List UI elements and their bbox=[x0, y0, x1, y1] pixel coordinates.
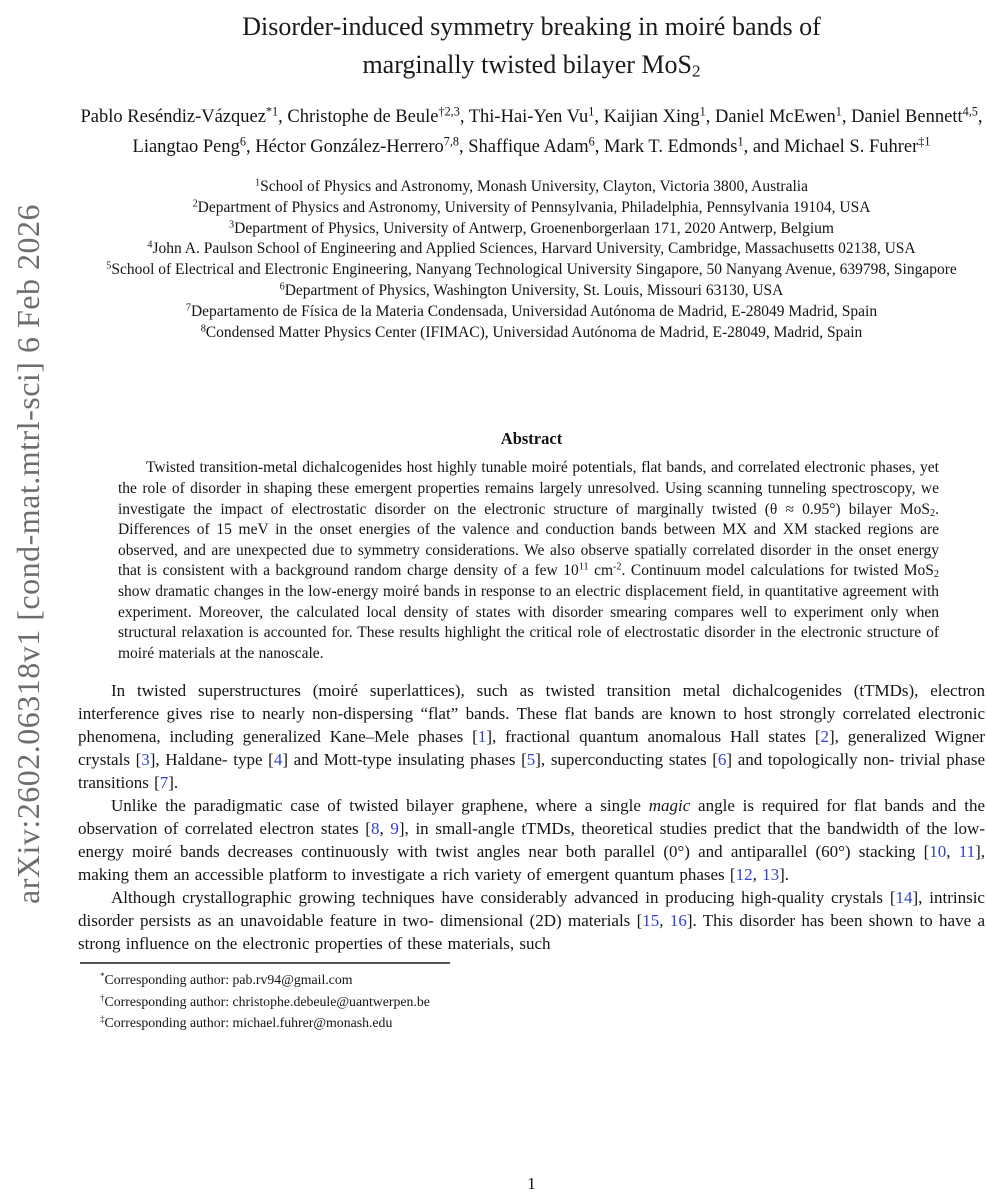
citation-link[interactable]: 1 bbox=[477, 727, 487, 747]
affiliation-list bbox=[78, 177, 985, 343]
page-number: 1 bbox=[527, 1174, 536, 1193]
citation-link[interactable]: 9 bbox=[390, 819, 399, 839]
citation-link[interactable]: 7 bbox=[159, 773, 169, 793]
citation-link[interactable]: 16 bbox=[669, 911, 687, 931]
affiliation-8: $^8$Condensed Matter Physics Center (IFIMAC), Universidad Autónoma de Madrid, E-28049, Madrid, Spain bbox=[200, 322, 863, 341]
citation-link[interactable]: 4 bbox=[273, 750, 283, 770]
citation-link[interactable]: 3 bbox=[141, 750, 150, 770]
footnote-block bbox=[78, 962, 985, 1034]
affiliation-4: $^4$John A. Paulson School of Engineering and Applied Sciences, Harvard University, Cambridge, Massachusetts 02138, USA bbox=[147, 239, 916, 258]
body-paragraph-3: Although crystallographic growing techniques have considerably advanced in producing high-quality crystals [14], intrinsic disorder persists as an unavoidable feature in two- dimensional (2D) materials [15, 16]. This disorder has been shown to have a strong influence on the electronic properties of these materials, such bbox=[78, 888, 986, 954]
affiliation-3: $^3$Department of Physics, University of Antwerp, Groenenborgerlaan 171, 2020 Antwerp, Belgium bbox=[229, 218, 834, 237]
paper-title bbox=[78, 8, 985, 84]
footnote-rule bbox=[80, 962, 450, 964]
paper-page bbox=[78, 0, 985, 1034]
paper-title-line-1: Disorder-induced symmetry breaking in moiré bands of bbox=[242, 12, 821, 41]
abstract-heading: Abstract bbox=[500, 429, 563, 449]
citation-link[interactable]: 11 bbox=[958, 842, 976, 862]
citation-link[interactable]: 5 bbox=[526, 750, 536, 770]
affiliation-5: $^5$School of Electrical and Electronic Engineering, Nanyang Technological University Singapore, 50 Nanyang Avenue, 639798, Singapore bbox=[106, 260, 957, 279]
citation-link[interactable]: 14 bbox=[895, 888, 913, 908]
citation-link[interactable]: 15 bbox=[642, 911, 660, 931]
citation-link[interactable]: 2 bbox=[820, 727, 829, 747]
author-list: Pablo Reséndiz-Vázquez$^{*1}$, Christophe de Beule$^{\dagger 2,3}$, Thi-Hai-Yen Vu$^1$, Kaijian Xing$^1$, Daniel McEwen$^1$, Daniel Bennett$^{4,5}$, Liangtao Peng$^6$, Héctor González-Herrero$^{7,8}$, Shaffique Adam$^6$, Mark T. Edmonds$^1$, and Michael S. Fuhrer$^{\ddagger 1}$ bbox=[80, 104, 983, 157]
abstract-text: Twisted transition-metal dichalcogenides host highly tunable moiré potentials, flat bands, and correlated electronic phases, yet the role of disorder in shaping these emergent properties remains largely unresolved. Using scanning tunneling spectroscopy, we investigate the impact of electrostatic disorder on the electronic structure of marginally twisted (θ ≈ 0.95°) bilayer MoS$_2$. Differences of 15 meV in the onset energies of the valence and conduction bands between MX and XM stacked regions are observed, and are unexpected due to symmetry considerations. We also observe spatially correlated disorder in the onset energy that is consistent with a background random charge density of a few $10^{11}$ $cm^{-2}$. Continuum model calculations for twisted MoS$_2$ show dramatic changes in the low-energy moiré bands in response to an electric displacement field, in quantitative agreement with experiment. Moreover, the calculated local density of states with disorder smearing compares well to experiment only when structural relaxation is accounted for. These results highlight the critical role of electrostatic disorder in the electronic structure of moiré materials at the nanoscale. bbox=[118, 459, 940, 662]
introduction-section bbox=[78, 679, 985, 955]
body-paragraph-2: Unlike the paradigmatic case of twisted bilayer graphene, where a single magic angle is required for flat bands and the observation of correlated electron states [8, 9], in small-angle tTMDs, theoretical studies predict that the bandwidth of the low-energy moiré bands decreases continuously with twist angles near both parallel (0°) and antiparallel (60°) stacking [10, 11], making them an accessible platform to investigate a rich variety of emergent quantum phases [12, 13]. bbox=[78, 796, 985, 885]
citation-link[interactable]: 12 bbox=[735, 865, 753, 885]
citation-link[interactable]: 10 bbox=[929, 842, 947, 862]
arxiv-watermark bbox=[6, 112, 50, 996]
paper-title-line-2: marginally twisted bilayer MoS$_2$ bbox=[362, 50, 701, 81]
affiliation-1: $^1$School of Physics and Astronomy, Monash University, Clayton, Victoria 3800, Australia bbox=[255, 177, 808, 195]
affiliation-6: $^6$Department of Physics, Washington University, St. Louis, Missouri 63130, USA bbox=[279, 281, 784, 299]
footnote-corresponding-author-2: †Corresponding author: christophe.debeule@uantwerpen.be bbox=[100, 992, 430, 1009]
affiliation-7: $^7$Departamento de Física de la Materia Condensada, Universidad Autónoma de Madrid, E-28049 Madrid, Spain bbox=[185, 302, 878, 320]
footnote-corresponding-author-3: ‡Corresponding author: michael.fuhrer@monash.edu bbox=[100, 1014, 393, 1031]
arxiv-watermark-text: arXiv:2602.06318v1 [cond-mat.mtrl-sci] 6 Feb 2026 bbox=[10, 204, 46, 904]
citation-link[interactable]: 13 bbox=[762, 865, 780, 885]
citation-link[interactable]: 6 bbox=[717, 750, 727, 770]
footnote-corresponding-author-1: *Corresponding author: pab.rv94@gmail.com bbox=[100, 971, 353, 988]
body-paragraph-1: In twisted superstructures (moiré superlattices), such as twisted transition metal dichalcogenides (tTMDs), electron interference gives rise to nearly non-dispersing “flat” bands. These flat bands are known to host strongly correlated electronic phenomena, including generalized Kane–Mele phases [1], fractional quantum anomalous Hall states [2], generalized Wigner crystals [3], Haldane- type [4] and Mott-type insulating phases [5], superconducting states [6] and topologically non- trivial phase transitions [7]. bbox=[78, 681, 985, 793]
affiliation-2: $^2$Department of Physics and Astronomy, University of Pennsylvania, Philadelphia, Pennsylvania 19104, USA bbox=[192, 198, 871, 216]
citation-link[interactable]: 8 bbox=[370, 819, 380, 839]
